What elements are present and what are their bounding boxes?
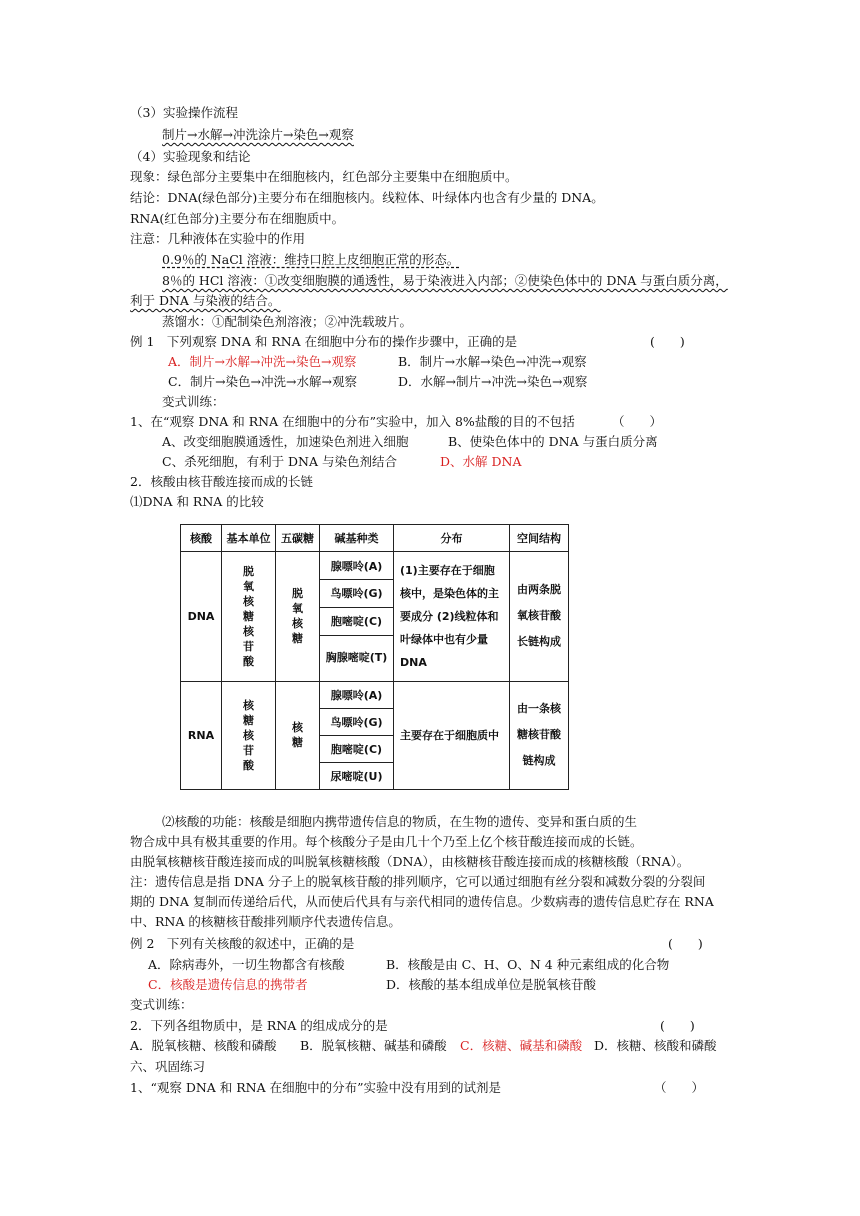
variant-1-title: 变式训练： <box>162 394 225 409</box>
table-header-row <box>181 525 569 552</box>
header-bases: 碱基种类 <box>320 525 394 552</box>
variant-2-answer-paren: ( ) <box>660 1018 695 1033</box>
variant-2-option-a: A．脱氧核糖、核酸和磷酸 <box>130 1038 277 1053</box>
example-2-answer-paren: ( ) <box>668 936 703 951</box>
variant-2-stem: 2．下列各组物质中，是 RNA 的组成成分的是 <box>130 1018 388 1033</box>
rna-base-c: 胞嘧啶(C) <box>320 735 394 762</box>
rna-unit-cell <box>222 681 276 789</box>
rna-sugar-cell <box>276 681 320 789</box>
practice-question-1-paren: （ ） <box>654 1080 705 1095</box>
rna-base-u: 尿嘧啶(U) <box>320 762 394 789</box>
nacl-note: 0.9％的 NaCl 溶液：维持口腔上皮细胞正常的形态。 <box>162 252 460 267</box>
table-row <box>181 552 569 580</box>
section-2-heading: 2．核酸由核苷酸连接而成的长链 <box>130 474 313 489</box>
header-structure: 空间结构 <box>510 525 569 552</box>
dna-base-g: 鸟嘌呤(G) <box>320 580 394 608</box>
example-2-option-d: D．核酸的基本组成单位是脱氧核苷酸 <box>386 977 597 992</box>
rna-sugar-text: 核糖 <box>292 721 303 750</box>
rna-base-g: 鸟嘌呤(G) <box>320 708 394 735</box>
variant-1-option-c: C、杀死细胞，有利于 DNA 与染色剂结合 <box>162 454 397 469</box>
example-1-option-a: A．制片→水解→冲洗→染色→观察 <box>168 354 357 369</box>
variant-2-option-c: C．核糖、碱基和磷酸 <box>460 1038 583 1053</box>
dna-unit-text: 脱氧核糖核苷酸 <box>243 564 254 668</box>
dna-unit-cell <box>222 552 276 682</box>
header-distribution: 分布 <box>394 525 510 552</box>
dna-distribution-cell: (1)主要存在于细胞核中，是染色体的主要成分 (2)线粒体和叶绿体中也有少量DNA <box>394 552 510 682</box>
function-para-1: ⑵核酸的功能：核酸是细胞内携带遗传信息的物质，在生物的遗传、变异和蛋白质的生 <box>162 814 638 829</box>
example-1-option-c: C．制片→染色→冲洗→水解→观察 <box>168 374 357 389</box>
rna-distribution-cell: 主要存在于细胞质中 <box>394 681 510 789</box>
dna-sugar-text: 脱氧核糖 <box>292 587 303 646</box>
example-2-option-b: B．核酸是由 C、H、O、N 4 种元素组成的化合物 <box>386 957 670 972</box>
rna-base-a: 腺嘌呤(A) <box>320 681 394 708</box>
variant-1-stem: 1、在“观察 DNA 和 RNA 在细胞中的分布”实验中，加入 8%盐酸的目的不包括 <box>130 414 575 429</box>
dna-structure-cell: 由两条脱氧核苷酸长链构成 <box>510 552 569 682</box>
example-2-stem: 例 2 下列有关核酸的叙述中，正确的是 <box>130 936 355 951</box>
dna-sugar-cell <box>276 552 320 682</box>
variant-2-option-d: D．核糖、核酸和磷酸 <box>594 1038 717 1053</box>
note-title: 注意：几种液体在实验中的作用 <box>130 231 306 246</box>
water-note: 蒸馏水：①配制染色剂溶液；②冲洗载玻片。 <box>162 314 413 329</box>
section-3-heading: （3）实验操作流程 <box>130 105 238 120</box>
dna-base-t: 胸腺嘧啶(T) <box>320 635 394 681</box>
variant-2-title: 变式训练： <box>130 997 193 1012</box>
rna-name-cell: RNA <box>181 681 222 789</box>
example-1-option-b: B．制片→水解→染色→冲洗→观察 <box>398 354 587 369</box>
example-1-stem: 例 1 下列观察 DNA 和 RNA 在细胞中分布的操作步骤中，正确的是 <box>130 334 518 349</box>
hcl-note: 8％的 HCl 溶液：①改变细胞膜的通透性，易于染液进入内部；②使染色体中的 DNA 与蛋白质分离， <box>162 273 728 288</box>
variant-1-option-a: A、改变细胞膜通透性，加速染色剂进入细胞 <box>162 434 409 449</box>
conclusion-rna-text: RNA(红色部分)主要分布在细胞质中。 <box>130 211 345 226</box>
variant-1-answer-paren: （ ） <box>612 414 663 429</box>
genetic-info-note-1: 注：遗传信息是指 DNA 分子上的脱氧核苷酸的排列顺序，它可以通过细胞有丝分裂和减数分裂的分裂间 <box>130 874 706 889</box>
variant-2-option-b: B．脱氧核糖、碱基和磷酸 <box>300 1038 447 1053</box>
function-para-3: 由脱氧核糖核苷酸连接而成的叫脱氧核糖核酸（DNA），由核糖核苷酸连接而成的核糖核酸（RNA）。 <box>130 854 690 869</box>
dna-rna-comparison-table <box>180 524 569 790</box>
comparison-heading: ⑴DNA 和 RNA 的比较 <box>130 494 264 509</box>
genetic-info-note-3: 中、RNA 的核糖核苷酸排列顺序代表遗传信息。 <box>130 914 401 929</box>
dna-base-a: 腺嘌呤(A) <box>320 552 394 580</box>
variant-1-option-b: B、使染色体中的 DNA 与蛋白质分离 <box>448 434 658 449</box>
procedure-flow: 制片→水解→冲洗涂片→染色→观察 <box>162 127 354 142</box>
example-2-option-a: A．除病毒外，一切生物都含有核酸 <box>148 957 345 972</box>
example-1-option-d: D．水解→制片→冲洗→染色→观察 <box>398 374 588 389</box>
function-para-2: 物合成中具有极其重要的作用。每个核酸分子是由几十个乃至上亿个核苷酸连接而成的长链。 <box>130 834 643 849</box>
header-pentose: 五碳糖 <box>276 525 320 552</box>
header-nucleic-acid: 核酸 <box>181 525 222 552</box>
hcl-note-cont: 利于 DNA 与染液的结合。 <box>130 293 281 308</box>
example-2-option-c: C．核酸是遗传信息的携带者 <box>148 977 308 992</box>
rna-unit-text: 核糖核苷酸 <box>243 698 254 772</box>
conclusion-text: 结论：DNA(绿色部分)主要分布在细胞核内。线粒体、叶绿体内也含有少量的 DNA。 <box>130 190 604 205</box>
rna-structure-cell: 由一条核糖核苷酸链构成 <box>510 681 569 789</box>
genetic-info-note-2: 期的 DNA 复制而传递给后代，从而使后代具有与亲代相同的遗传信息。少数病毒的遗传信息贮存在 RNA <box>130 894 714 909</box>
table-row <box>181 681 569 708</box>
header-basic-unit: 基本单位 <box>222 525 276 552</box>
example-1-answer-paren: ( ) <box>650 334 685 349</box>
dna-base-c: 胞嘧啶(C) <box>320 607 394 635</box>
dna-name-cell: DNA <box>181 552 222 682</box>
section-6-heading: 六、巩固练习 <box>130 1059 206 1074</box>
phenomenon-text: 现象：绿色部分主要集中在细胞核内，红色部分主要集中在细胞质中。 <box>130 169 518 184</box>
section-4-heading: （4）实验现象和结论 <box>130 149 251 164</box>
variant-1-option-d: D、水解 DNA <box>440 454 522 469</box>
practice-question-1: 1、“观察 DNA 和 RNA 在细胞中的分布”实验中没有用到的试剂是 <box>130 1080 501 1095</box>
